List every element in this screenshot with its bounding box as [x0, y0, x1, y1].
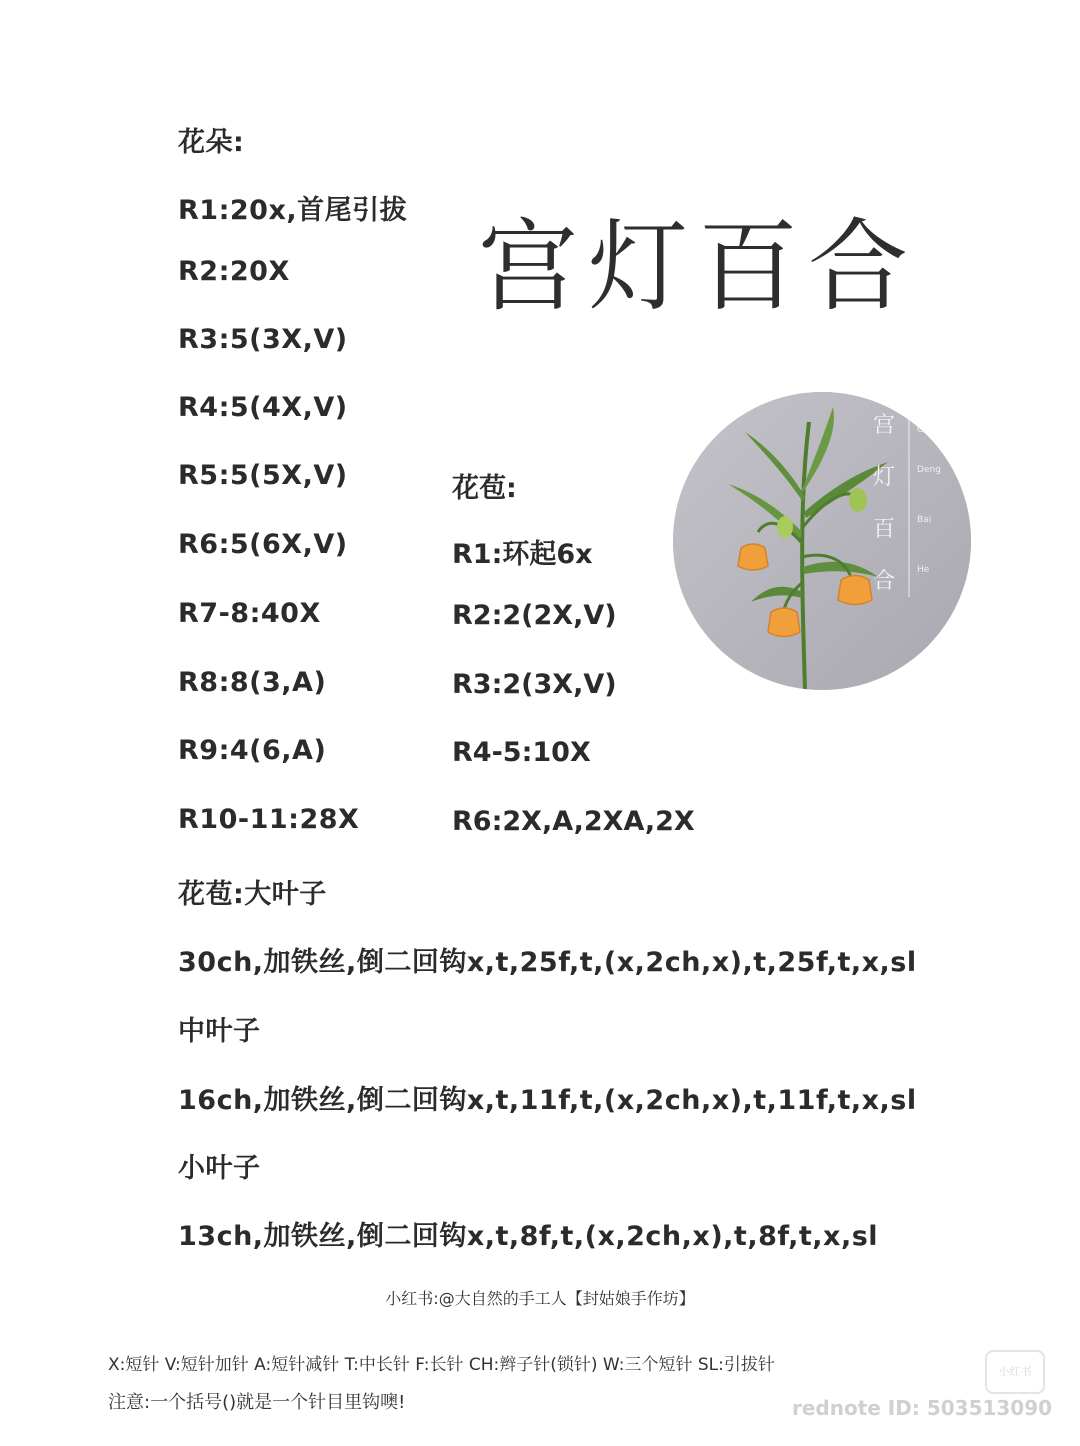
watermark-badge: 小红书: [985, 1350, 1045, 1394]
bud-row-5: R6:2X,A,2XA,2X: [452, 806, 695, 837]
photo-caption-pinyin-1: Gong: [917, 425, 941, 435]
photo-caption-pinyin-3: Bai: [917, 515, 932, 525]
flower-row-6: R6:5(6X,V): [178, 529, 348, 560]
photo-caption-pinyin-4: He: [917, 565, 930, 575]
flower-heading: 花朵:: [178, 127, 245, 158]
flower-row-7: R7-8:40X: [178, 598, 321, 629]
flower-row-5: R5:5(5X,V): [178, 460, 348, 491]
flower-row-2: R2:20X: [178, 256, 290, 287]
mid-leaf-row: 16ch,加铁丝,倒二回钩x,t,11f,t,(x,2ch,x),t,11f,t,x,sl: [178, 1085, 917, 1116]
photo-caption-pinyin-2: Deng: [917, 465, 941, 475]
flower-row-9: R9:4(6,A): [178, 735, 327, 766]
big-leaf-row: 30ch,加铁丝,倒二回钩x,t,25f,t,(x,2ch,x),t,25f,t,x,sl: [178, 947, 917, 978]
bud-row-4: R4-5:10X: [452, 737, 591, 768]
flower-photo: [673, 392, 971, 690]
bud-heading: 花苞:: [452, 473, 517, 504]
mid-leaf-heading: 中叶子: [178, 1016, 261, 1047]
watermark-text: rednote ID: 503513090: [792, 1396, 1053, 1420]
flower-photo-illustration: [673, 392, 971, 690]
small-leaf-heading: 小叶子: [178, 1153, 261, 1184]
bud-row-2: R2:2(2X,V): [452, 600, 617, 631]
flower-row-8: R8:8(3,A): [178, 667, 327, 698]
stitch-legend: X:短针 V:短针加针 A:短针减针 T:中长针 F:长针 CH:辫子针(锁针) W:三个短针 SL:引拔针: [108, 1355, 775, 1375]
photo-caption-char-1: 宫: [873, 413, 896, 438]
flower-row-10: R10-11:28X: [178, 804, 360, 835]
photo-caption-char-3: 百: [873, 517, 896, 542]
small-leaf-row: 13ch,加铁丝,倒二回钩x,t,8f,t,(x,2ch,x),t,8f,t,x,sl: [178, 1221, 879, 1252]
page-title: 宫灯百合: [478, 208, 918, 325]
flower-row-3: R3:5(3X,V): [178, 324, 348, 355]
photo-caption-char-4: 合: [873, 569, 896, 594]
flower-row-1: R1:20x,首尾引拔: [178, 195, 408, 226]
bud-row-3: R3:2(3X,V): [452, 669, 617, 700]
bud-row-1: R1:环起6x: [452, 539, 593, 570]
photo-caption-char-2: 灯: [873, 465, 896, 490]
author-credit: 小红书:@大自然的手工人【封姑娘手作坊】: [385, 1289, 695, 1308]
pattern-note: 注意:一个括号()就是一个针目里钩噢!: [108, 1392, 406, 1413]
big-leaf-heading: 花苞:大叶子: [178, 879, 327, 910]
flower-row-4: R4:5(4X,V): [178, 392, 348, 423]
